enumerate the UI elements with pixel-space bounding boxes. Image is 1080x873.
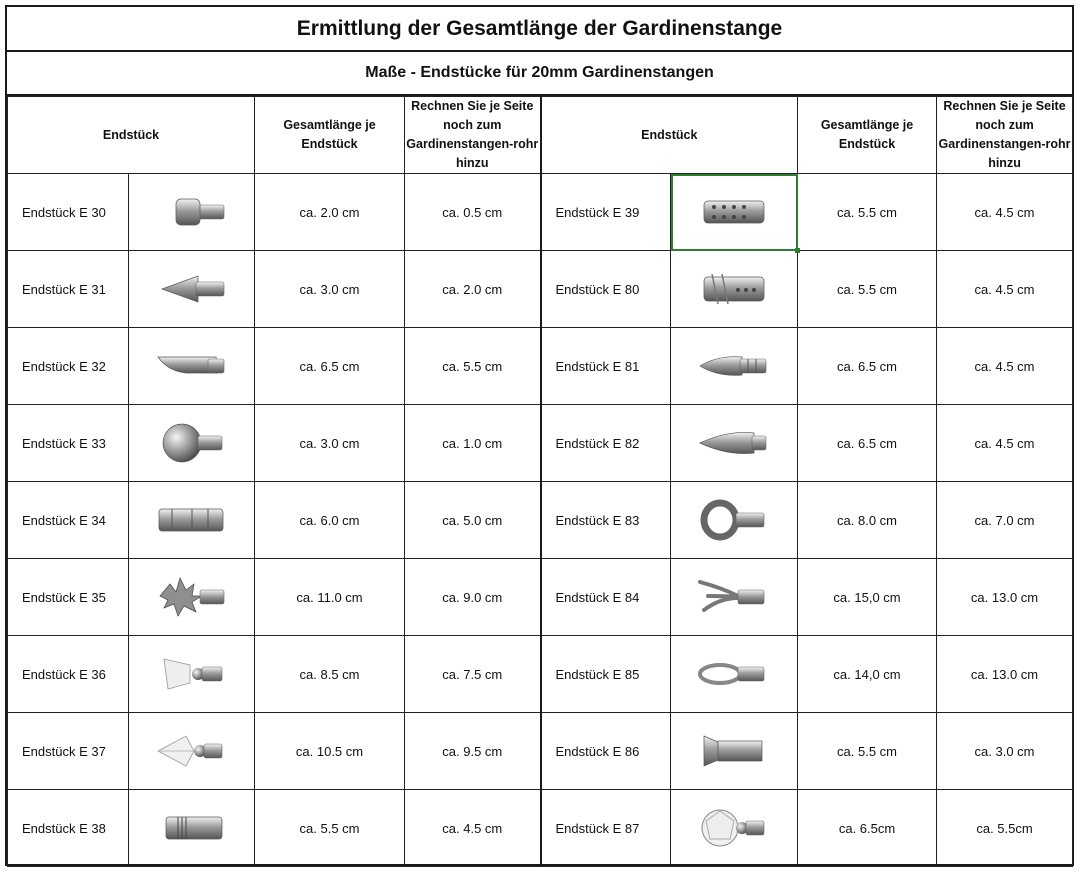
endstueck-name-cell[interactable]: Endstück E 84 [541,559,671,636]
leaf-icon [156,574,228,620]
rechnen-cell[interactable]: ca. 2.0 cm [405,251,541,328]
endstueck-name-cell[interactable]: Endstück E 38 [8,790,129,867]
gesamtlaenge-cell[interactable]: ca. 3.0 cm [255,405,405,482]
rechnen-cell[interactable]: ca. 13.0 cm [937,636,1073,713]
wound-cylinder-icon [698,266,770,312]
table-row [8,636,1073,713]
rechnen-cell[interactable]: ca. 7.5 cm [405,636,541,713]
header-endstueck-right[interactable]: Endstück [541,97,798,174]
gesamtlaenge-cell[interactable]: ca. 3.0 cm [255,251,405,328]
endstueck-image-cell[interactable] [129,405,255,482]
endstueck-image-cell[interactable] [129,328,255,405]
header-row [8,97,1073,174]
gesamtlaenge-cell[interactable]: ca. 2.0 cm [255,174,405,251]
rechnen-cell[interactable]: ca. 1.0 cm [405,405,541,482]
endstueck-name-cell[interactable]: Endstück E 39 [541,174,671,251]
rechnen-cell[interactable]: ca. 13.0 cm [937,559,1073,636]
endstueck-image-cell[interactable] [671,790,798,867]
endstueck-image-cell[interactable] [129,174,255,251]
endstueck-image-cell[interactable] [671,636,798,713]
rechnen-cell[interactable]: ca. 4.5 cm [937,328,1073,405]
rechnen-cell[interactable]: ca. 4.5 cm [937,174,1073,251]
endstueck-name-cell[interactable]: Endstück E 87 [541,790,671,867]
endstueck-image-cell[interactable] [671,482,798,559]
slanted-cut-icon [156,343,228,389]
endstueck-image-cell[interactable] [671,559,798,636]
gesamtlaenge-cell[interactable]: ca. 15,0 cm [798,559,937,636]
endstueck-image-cell[interactable] [129,251,255,328]
endstueck-name-cell[interactable]: Endstück E 32 [8,328,129,405]
gesamtlaenge-cell[interactable]: ca. 6.5cm [798,790,937,867]
glass-cone-icon [156,651,228,697]
endstueck-image-cell[interactable] [671,713,798,790]
flared-cylinder-icon [698,728,770,774]
endstueck-name-cell[interactable]: Endstück E 82 [541,405,671,482]
rechnen-cell[interactable]: ca. 9.0 cm [405,559,541,636]
rechnen-cell[interactable]: ca. 9.5 cm [405,713,541,790]
crystal-point-icon [156,728,228,774]
endstueck-name-cell[interactable]: Endstück E 80 [541,251,671,328]
oval-loop-icon [698,651,770,697]
endstueck-image-cell[interactable] [129,482,255,559]
selection-fill-handle[interactable] [795,248,800,253]
endstueck-name-cell[interactable]: Endstück E 81 [541,328,671,405]
rechnen-cell[interactable]: ca. 4.5 cm [937,405,1073,482]
header-rechnen-right[interactable]: Rechnen Sie je Seite noch zum Gardinenstangen-rohr hinzu [937,97,1073,174]
rechnen-cell[interactable]: ca. 5.5cm [937,790,1073,867]
header-endstueck-left[interactable]: Endstück [8,97,255,174]
endstueck-image-cell[interactable] [671,174,798,251]
endstueck-name-cell[interactable]: Endstück E 37 [8,713,129,790]
endstueck-image-cell[interactable] [671,405,798,482]
table-row [8,174,1073,251]
endstueck-image-cell[interactable] [129,636,255,713]
swirl-icon [698,574,770,620]
endstueck-name-cell[interactable]: Endstück E 34 [8,482,129,559]
header-rechnen-left[interactable]: Rechnen Sie je Seite noch zum Gardinenstangen-rohr hinzu [405,97,541,174]
rechnen-cell[interactable]: ca. 3.0 cm [937,713,1073,790]
gesamtlaenge-cell[interactable]: ca. 11.0 cm [255,559,405,636]
ring-icon [698,497,770,543]
gesamtlaenge-cell[interactable]: ca. 5.5 cm [798,251,937,328]
long-bullet-icon [698,420,770,466]
gesamtlaenge-cell[interactable]: ca. 8.5 cm [255,636,405,713]
gesamtlaenge-cell[interactable]: ca. 10.5 cm [255,713,405,790]
endstueck-name-cell[interactable]: Endstück E 31 [8,251,129,328]
header-gesamtlaenge-left[interactable]: Gesamtlänge je Endstück [255,97,405,174]
endstueck-name-cell[interactable]: Endstück E 36 [8,636,129,713]
endstueck-name-cell[interactable]: Endstück E 33 [8,405,129,482]
endstueck-name-cell[interactable]: Endstück E 86 [541,713,671,790]
gesamtlaenge-cell[interactable]: ca. 6.5 cm [798,405,937,482]
rechnen-cell[interactable]: ca. 7.0 cm [937,482,1073,559]
table-row [8,405,1073,482]
table-row [8,328,1073,405]
endstueck-image-cell[interactable] [129,790,255,867]
endstueck-image-cell[interactable] [129,713,255,790]
sheet-title: Ermittlung der Gesamtlänge der Gardinenstange [7,7,1072,52]
rechnen-cell[interactable]: ca. 4.5 cm [405,790,541,867]
bullet-icon [698,343,770,389]
rechnen-cell[interactable]: ca. 5.5 cm [405,328,541,405]
table-row [8,713,1073,790]
rechnen-cell[interactable]: ca. 0.5 cm [405,174,541,251]
sheet-subtitle: Maße - Endstücke für 20mm Gardinenstangen [7,52,1072,96]
rechnen-cell[interactable]: ca. 5.0 cm [405,482,541,559]
gesamtlaenge-cell[interactable]: ca. 14,0 cm [798,636,937,713]
table-row [8,482,1073,559]
endstueck-name-cell[interactable]: Endstück E 30 [8,174,129,251]
cone-icon [156,266,228,312]
endstueck-table [7,96,1073,867]
rechnen-cell[interactable]: ca. 4.5 cm [937,251,1073,328]
cap-cylinder-icon [156,189,228,235]
header-gesamtlaenge-right[interactable]: Gesamtlänge je Endstück [798,97,937,174]
ball-icon [156,420,228,466]
table-row [8,559,1073,636]
gesamtlaenge-cell[interactable]: ca. 5.5 cm [255,790,405,867]
endstueck-name-cell[interactable]: Endstück E 85 [541,636,671,713]
gesamtlaenge-cell[interactable]: ca. 5.5 cm [798,174,937,251]
crystal-ball-icon [698,805,770,851]
striped-cylinder-icon [156,805,228,851]
gesamtlaenge-cell[interactable]: ca. 5.5 cm [798,713,937,790]
gesamtlaenge-cell[interactable]: ca. 6.5 cm [798,328,937,405]
endstueck-image-cell[interactable] [671,328,798,405]
gesamtlaenge-cell[interactable]: ca. 6.0 cm [255,482,405,559]
grooved-cylinder-icon [156,497,228,543]
spreadsheet [5,5,1074,866]
endstueck-name-cell[interactable]: Endstück E 83 [541,482,671,559]
endstueck-image-cell[interactable] [671,251,798,328]
table-row [8,251,1073,328]
table-row [8,790,1073,867]
dotted-cylinder-icon [698,189,770,235]
gesamtlaenge-cell[interactable]: ca. 6.5 cm [255,328,405,405]
endstueck-image-cell[interactable] [129,559,255,636]
endstueck-name-cell[interactable]: Endstück E 35 [8,559,129,636]
gesamtlaenge-cell[interactable]: ca. 8.0 cm [798,482,937,559]
